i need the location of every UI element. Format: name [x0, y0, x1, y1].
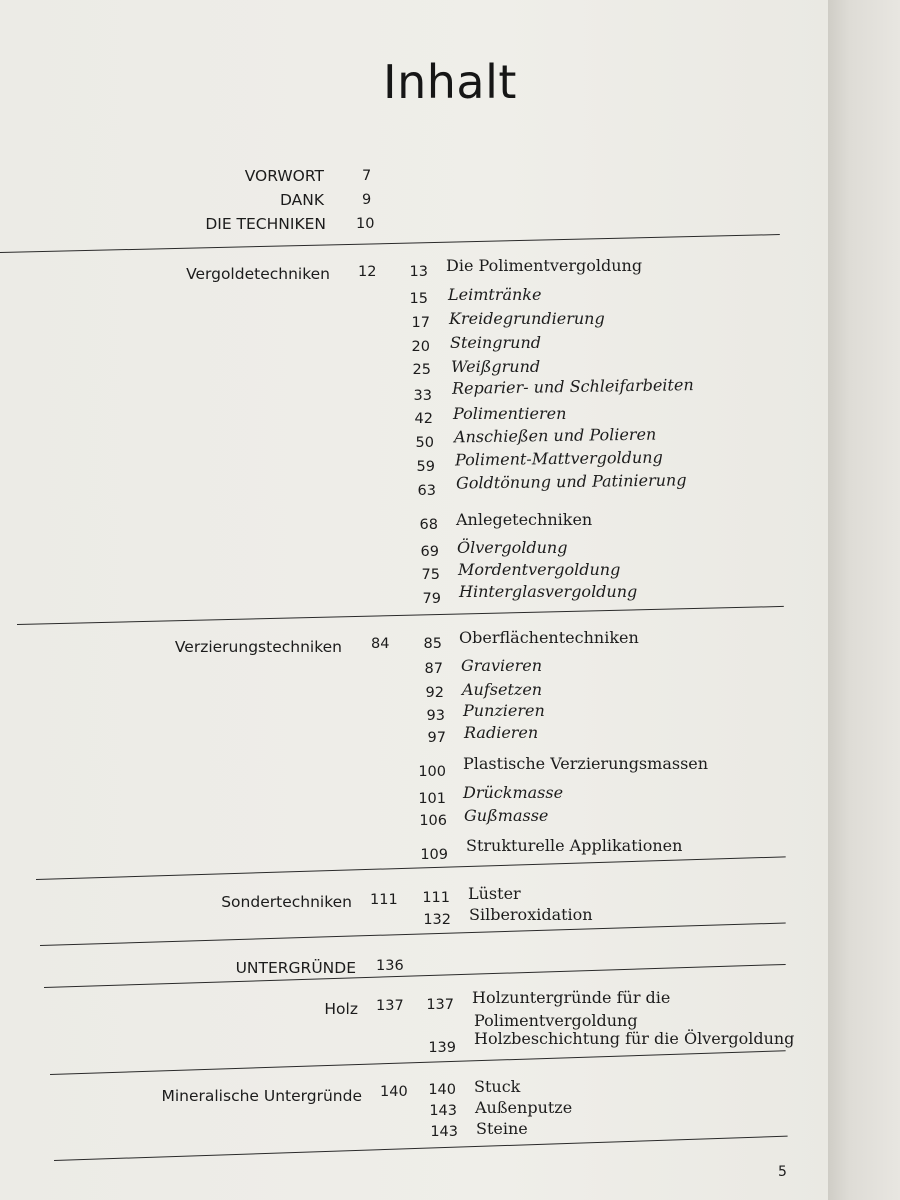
toc-entry-page: 143	[430, 1124, 458, 1140]
toc-entry-label: Aufsetzen	[462, 680, 543, 699]
page-number: 5	[778, 1164, 787, 1180]
toc-entry-label: Hinterglasvergoldung	[459, 582, 638, 601]
toc-entry-label: Polimentieren	[453, 404, 567, 423]
toc-entry-page: 109	[420, 847, 448, 863]
toc-entry-label: Ölvergoldung	[457, 538, 568, 557]
toc-entry-page: 100	[418, 764, 446, 780]
toc-entry-page: 140	[428, 1082, 456, 1098]
toc-techniken-label: DIE TECHNIKEN	[205, 215, 326, 233]
toc-entry-page: 111	[422, 890, 450, 906]
toc-entry-page: 69	[420, 544, 439, 560]
toc-entry-page: 139	[428, 1040, 456, 1056]
toc-untergruende-label: UNTERGRÜNDE	[235, 959, 356, 977]
toc-entry-page: 132	[423, 912, 451, 928]
toc-vorwort-label: VORWORT	[244, 167, 324, 185]
toc-vorwort-page: 7	[362, 168, 372, 184]
toc-section-label: Sondertechniken	[221, 893, 352, 911]
toc-entry-label: Holzuntergründe für die	[472, 988, 671, 1007]
toc-entry-label: Gravieren	[461, 656, 543, 675]
toc-untergruende-page: 136	[376, 958, 404, 974]
toc-entry-page: 25	[412, 362, 431, 378]
toc-entry-page: 92	[425, 685, 444, 701]
toc-section-page: 137	[376, 998, 404, 1014]
toc-entry-page: 106	[419, 813, 447, 829]
toc-entry-page: 79	[422, 591, 441, 607]
toc-entry-label-continued: Polimentvergoldung	[474, 1011, 638, 1030]
toc-dank-page: 9	[362, 192, 372, 208]
toc-dank-label: DANK	[279, 191, 324, 209]
toc-entry-label: Weißgrund	[451, 357, 541, 376]
toc-entry-label: Poliment-Mattvergoldung	[454, 447, 663, 470]
toc-entry-label: Kreidegrundierung	[449, 309, 605, 328]
toc-entry-label: Radieren	[464, 723, 539, 742]
toc-entry-label: Mordentvergoldung	[458, 560, 621, 579]
toc-entry-page: 85	[423, 636, 442, 652]
toc-entry-page: 33	[413, 388, 432, 404]
toc-entry-label: Holzbeschichtung für die Ölvergoldung	[474, 1029, 795, 1048]
toc-entry-label: Steine	[476, 1119, 528, 1138]
toc-section-page: 12	[358, 264, 377, 280]
toc-entry-page: 63	[417, 483, 436, 499]
toc-entry-page: 15	[409, 291, 428, 307]
toc-entry-label: Oberflächentechniken	[459, 628, 639, 647]
toc-entry-label: Außenputze	[475, 1098, 573, 1117]
toc-entry-label: Strukturelle Applikationen	[466, 836, 683, 855]
toc-entry-page: 20	[411, 339, 430, 355]
toc-entry-page: 68	[419, 517, 438, 533]
toc-entry-label: Anlegetechniken	[456, 510, 593, 529]
toc-section-page: 111	[370, 892, 398, 908]
toc-entry-label: Lüster	[468, 884, 521, 903]
toc-section-label: Vergoldetechniken	[186, 265, 330, 283]
toc-entry-label: Reparier- und Schleifarbeiten	[451, 375, 694, 398]
toc-entry-page: 59	[416, 459, 435, 475]
toc-entry-label: Gußmasse	[464, 806, 549, 825]
toc-entry-page: 93	[426, 708, 445, 724]
toc-section-page: 140	[380, 1084, 408, 1100]
toc-entry-label: Stuck	[474, 1077, 521, 1096]
page-edge	[828, 0, 900, 1200]
toc-entry-label: Goldtönung und Patinierung	[455, 470, 687, 493]
toc-entry-page: 13	[409, 264, 428, 280]
toc-entry-page: 137	[426, 997, 454, 1013]
toc-entry-page: 42	[414, 411, 433, 427]
toc-entry-label: Anschießen und Polieren	[453, 424, 657, 447]
toc-section-page: 84	[371, 636, 390, 652]
page-title: Inhalt	[383, 54, 517, 109]
toc-entry-page: 50	[415, 435, 434, 451]
toc-section-label: Mineralische Untergründe	[161, 1087, 362, 1105]
toc-entry-label: Steingrund	[450, 333, 542, 352]
toc-entry-label: Silberoxidation	[469, 905, 593, 924]
toc-entry-page: 97	[427, 730, 446, 746]
toc-entry-label: Drückmasse	[463, 783, 564, 802]
toc-entry-page: 101	[418, 791, 446, 807]
toc-entry-label: Leimtränke	[448, 285, 542, 304]
toc-entry-label: Punzieren	[463, 701, 545, 720]
toc-section-label: Holz	[324, 1000, 358, 1018]
toc-section-label: Verzierungstechniken	[174, 638, 342, 656]
toc-entry-page: 143	[429, 1103, 457, 1119]
toc-entry-label: Die Polimentvergoldung	[446, 256, 643, 275]
toc-entry-label: Plastische Verzierungsmassen	[463, 754, 709, 773]
toc-entry-page: 87	[424, 661, 443, 677]
toc-entry-page: 75	[421, 567, 440, 583]
toc-techniken-page: 10	[356, 216, 375, 232]
toc-entry-page: 17	[411, 315, 430, 331]
